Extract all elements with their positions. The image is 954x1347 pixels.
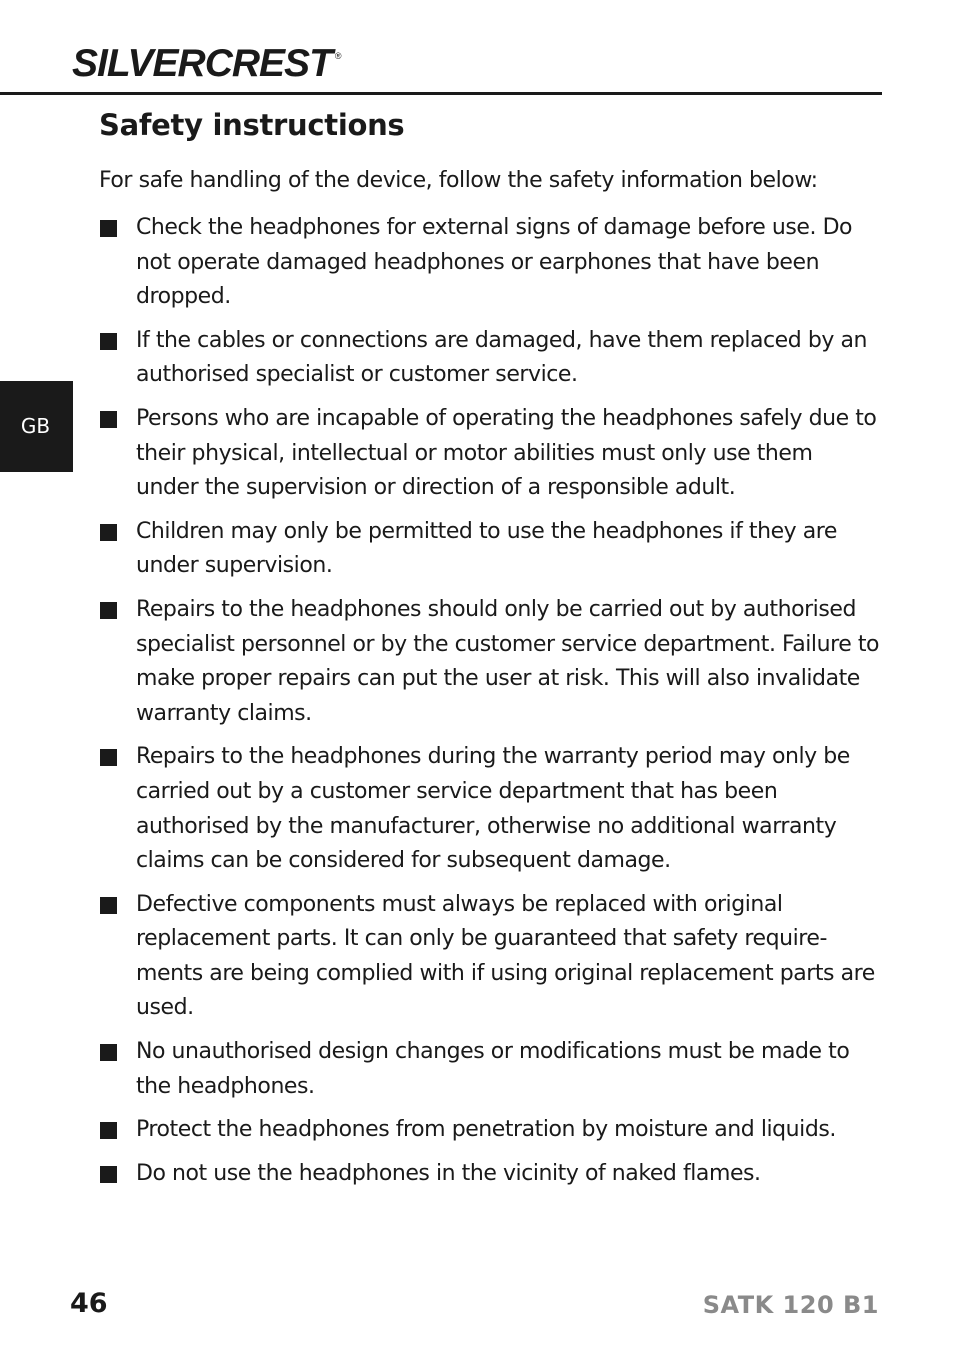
- safety-instructions-list: [99, 211, 879, 1200]
- square-bullet-icon: [100, 602, 117, 619]
- brand-logo: [72, 42, 342, 86]
- safety-item-text: Check the headphones for external signs of damage before use. Do not operate damaged headphones or earphones that have been dropped.: [136, 215, 853, 310]
- safety-item-text: Children may only be permitted to use the headphones if they are under supervision.: [136, 518, 838, 579]
- safety-item: [99, 740, 879, 878]
- safety-item-text: Defective components must always be replaced with original replacement parts. It can only be guaranteed that safety requirements are being complied with if using original replacement parts are used.: [136, 891, 875, 1021]
- safety-item: [99, 324, 879, 393]
- square-bullet-icon: [100, 1166, 117, 1183]
- brand-logo-text: SILVERCREST: [72, 42, 332, 85]
- square-bullet-icon: [100, 897, 117, 914]
- safety-item-text: Do not use the headphones in the vicinity of naked flames.: [136, 1160, 761, 1186]
- square-bullet-icon: [100, 220, 117, 237]
- model-number: SATK 120 B1: [702, 1291, 879, 1319]
- square-bullet-icon: [100, 1044, 117, 1061]
- safety-item: [99, 211, 879, 315]
- safety-item-text: Protect the headphones from penetration by moisture and liquids.: [136, 1117, 836, 1143]
- safety-item-text: Repairs to the headphones during the warranty period may only be carried out by a customer service department that has been authorised by the manufacturer, otherwise no additional warranty claims can be considered for subsequent damage.: [136, 744, 850, 874]
- safety-item-text: Repairs to the headphones should only be carried out by authorised specialist personnel or by the customer service department. Failure to make proper repairs can put the user at risk. This will also invalidate warranty claims.: [136, 596, 880, 726]
- section-title: Safety instructions: [99, 108, 405, 142]
- safety-item: [99, 593, 879, 731]
- square-bullet-icon: [100, 411, 117, 428]
- square-bullet-icon: [100, 749, 117, 766]
- safety-item-text: Persons who are incapable of operating the headphones safely due to their physical, intellectual or motor abilities must only use them under the supervision or direction of a responsible adult.: [136, 405, 877, 501]
- safety-item: [99, 1157, 879, 1192]
- language-tab: GB: [0, 381, 73, 472]
- registered-trademark-mark: ®: [334, 51, 342, 61]
- header-divider: [0, 92, 882, 95]
- square-bullet-icon: [100, 524, 117, 541]
- page-number: 46: [70, 1288, 108, 1319]
- safety-item-text: No unauthorised design changes or modifications must be made to the headphones.: [136, 1039, 850, 1099]
- safety-item: [99, 402, 879, 506]
- intro-text: For safe handling of the device, follow the safety information below:: [99, 168, 818, 193]
- safety-item: [99, 515, 879, 584]
- square-bullet-icon: [100, 1122, 117, 1139]
- square-bullet-icon: [100, 333, 117, 350]
- safety-item: [99, 888, 879, 1026]
- safety-item-text: If the cables or connections are damaged, have them replaced by an authorised specialist or customer service.: [136, 327, 867, 388]
- safety-item: [99, 1035, 879, 1104]
- safety-item: [99, 1113, 879, 1148]
